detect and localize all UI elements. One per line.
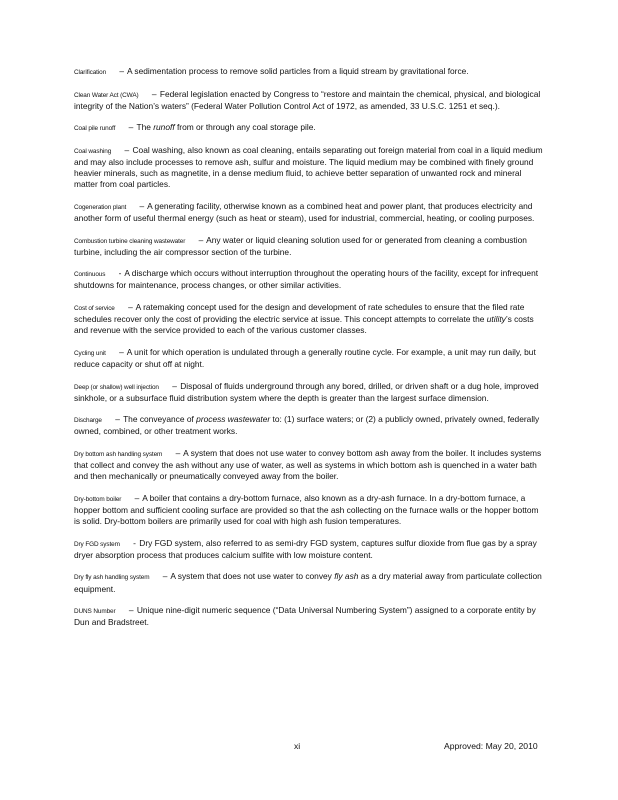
glossary-definition: Unique nine-digit numeric sequence (“Data Universal Numbering System”) assigned to a corporate entity by Dun and Bradstreet. (74, 605, 536, 628)
glossary-entry (74, 605, 544, 628)
glossary-term: Coal pile runoff (74, 125, 116, 133)
term-separator: – (175, 447, 181, 458)
glossary-entry (74, 448, 544, 483)
term-separator: – (134, 492, 140, 503)
term-separator: – (115, 414, 120, 425)
glossary-entry (74, 381, 544, 404)
term-separator: – (119, 346, 124, 357)
glossary-definition: A boiler that contains a dry-bottom furnace, also known as a dry-ash furnace. In a dry-bottom furnace, a hopper bottom and sufficient cooling surface are provided so that the ash collecting on the furnace walls or the hopper bottom is solid. Dry-bottom boilers are primarily used for coal with high ash fusion temperatures. (74, 492, 539, 527)
glossary-entry (74, 145, 544, 191)
term-separator: – (172, 380, 177, 391)
glossary-entry (74, 493, 544, 528)
glossary-term: DUNS Number (74, 608, 116, 616)
italic-term: process wastewater (196, 414, 271, 425)
glossary-term: Cycling unit (74, 349, 106, 357)
glossary-entry (74, 235, 544, 258)
term-separator: – (128, 605, 134, 616)
glossary-term: Cogeneration plant (74, 203, 127, 211)
glossary-term: Coal washing (74, 147, 112, 155)
term-separator: – (162, 571, 168, 582)
glossary-definition: Any water or liquid cleaning solution used for or generated from cleaning a combustion turbine, including the air compressor section of the turbine. (74, 234, 527, 257)
glossary-entry (74, 201, 544, 224)
term-separator: – (151, 88, 157, 99)
glossary-entry (74, 268, 544, 291)
glossary-definition: Disposal of fluids underground through any bored, drilled, or driven shaft or a dug hole, improved sinkhole, or a subsurface fluid distribution system where the depth is greater than the largest surface dimension. (74, 380, 539, 403)
glossary-entry (74, 414, 544, 437)
term-separator: - (118, 268, 122, 279)
glossary-definition: Federal legislation enacted by Congress to “restore and maintain the chemical, physical, and biological integrity of the Nation’s waters” (Federal Water Pollution Control Act of 1972, as amended, 33 U.S.C. 1251 et seq.). (74, 88, 541, 111)
glossary-definition: A system that does not use water to convey bottom ash away from the boiler. It includes systems that collect and convey the ash without any use of water, as well as systems in which bottom ash is quenched in a water bath and then mechanically or pneumatically conveyed away from the boiler. (74, 447, 542, 482)
glossary-term: Dry-bottom boiler (74, 495, 122, 503)
glossary-definition: A sedimentation process to remove solid particles from a liquid stream by gravitational force. (126, 66, 469, 76)
glossary-term: Cost of service (74, 304, 115, 312)
glossary-definition: A generating facility, otherwise known as a combined heat and power plant, that produces electricity and another form of useful thermal energy (such as heat or steam), used for industrial, commercial, heating, or cooling purposes. (74, 200, 535, 224)
glossary-entry (74, 347, 544, 370)
term-separator: – (124, 144, 130, 155)
term-separator: – (128, 122, 134, 133)
italic-term: runoff (153, 122, 175, 133)
glossary-definition: A discharge which occurs without interruption throughout the operating hours of the facility, except for infrequent shutdowns for maintenance, process changes, or other similar activities. (74, 268, 539, 291)
glossary-term: Dry fly ash handling system (74, 574, 150, 582)
page-number: xi (294, 741, 301, 751)
glossary-term: Dry FGD system (74, 540, 120, 548)
glossary-definition: A unit for which operation is undulated through a generally routine cycle. For example, a unit may run daily, but reduce capacity or shut off at night. (74, 346, 536, 370)
italic-term: fly ash (334, 571, 359, 582)
glossary-term: Discharge (74, 417, 102, 425)
glossary-term: Clean Water Act (CWA) (74, 91, 139, 99)
glossary-entry (74, 302, 544, 337)
approval-date: Approved: May 20, 2010 (444, 741, 538, 751)
glossary-definition: A system that does not use water to convey fly ash as a dry material away from particulate collection equipment. (74, 571, 542, 594)
glossary-term: Combustion turbine cleaning wastewater (74, 237, 186, 245)
term-separator: – (198, 234, 204, 245)
glossary-entry (74, 538, 544, 561)
glossary-term: Clarification (74, 69, 107, 76)
term-separator: – (139, 200, 145, 211)
glossary-definition: Dry FGD system, also referred to as semi-dry FGD system, captures sulfur dioxide from flue gas by a spray dryer absorption process that produces calcium sulfite with low moisture content. (74, 537, 537, 560)
term-separator: - (133, 537, 136, 548)
term-separator: – (119, 66, 125, 76)
glossary-entry (74, 122, 544, 134)
glossary-definition: The conveyance of process wastewater to: (1) surface waters; or (2) a publicly owned, privately owned, federally owned, combined, or other treatment works. (74, 414, 540, 437)
glossary-definition: The runoff from or through any coal storage pile. (136, 122, 316, 133)
glossary-definition: A ratemaking concept used for the design and development of rate schedules to ensure that the filed rate schedules recover only the cost of providing the electric service at issue. This concept attempts to correlate the utility’s costs and revenue with the service provided to each of the various customer classes. (74, 301, 534, 336)
glossary-term: Continuous (74, 271, 106, 279)
glossary-entry (74, 89, 544, 112)
glossary-entry (74, 66, 544, 78)
glossary-term: Deep (or shallow) well injection (74, 383, 159, 391)
term-separator: – (128, 301, 133, 312)
glossary-entry (74, 571, 544, 594)
glossary-definition: Coal washing, also known as coal cleaning, entails separating out foreign material from coal in a liquid medium and may also include processes to remove ash, sulfur and moisture. The liquid medium may be combined with finely ground heavier minerals, such as magnetite, in a dense medium fluid, to achieve better separation of unwanted rock and mineral matter from coal particles. (74, 144, 543, 190)
glossary-term: Dry bottom ash handling system (74, 450, 163, 458)
italic-term: utility (486, 314, 506, 325)
glossary-entries (74, 66, 544, 639)
